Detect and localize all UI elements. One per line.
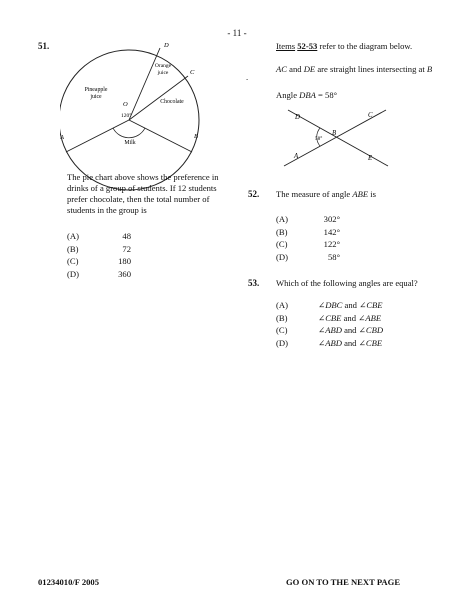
- q53-option-d[interactable]: [276, 337, 383, 350]
- q51-option-c[interactable]: [67, 255, 131, 268]
- angle-given: [276, 90, 337, 101]
- orange-juice-label-1: Orange: [154, 63, 172, 69]
- q51-option-a[interactable]: [67, 230, 131, 243]
- option-letter: (D): [276, 337, 288, 348]
- radius-oa: [66, 120, 129, 152]
- angle-58-label: 58°: [315, 136, 323, 142]
- q52-stem-suffix: is: [370, 189, 377, 199]
- footer-code: 01234010/F 2005: [38, 577, 100, 587]
- q52-option-a[interactable]: [276, 213, 340, 226]
- option-value: 360: [118, 268, 131, 279]
- option-value: 180: [118, 256, 131, 266]
- point-c-label: C: [190, 69, 195, 76]
- point-a: A: [294, 153, 299, 160]
- angle-arc-120: [113, 128, 145, 138]
- option-and: and: [343, 312, 357, 323]
- option-letter: (C): [276, 325, 288, 335]
- q51-option-b[interactable]: [67, 243, 131, 256]
- option-letter: (B): [276, 226, 288, 237]
- option-letter: (C): [67, 256, 79, 266]
- point-b-label: B: [194, 133, 198, 140]
- option-letter: (B): [276, 312, 288, 323]
- question-52-number: 52.: [248, 189, 260, 199]
- line-de-segment: [288, 110, 388, 166]
- q51-stem-line-2: drinks of a group of students. If 12 students: [67, 183, 217, 193]
- radius-oc: [129, 76, 188, 120]
- option-letter: (D): [67, 268, 79, 279]
- option-letter: (D): [276, 251, 288, 262]
- question-52-stem: [276, 189, 376, 200]
- point-b-ref: B: [426, 64, 433, 74]
- q51-stem-line-4: students in the group is: [67, 205, 147, 215]
- footer-next-page: GO ON TO THE NEXT PAGE: [286, 577, 401, 587]
- option-value: 122°: [323, 239, 340, 249]
- question-53-options: [276, 299, 383, 349]
- option-angle-1: ∠ABD: [318, 325, 342, 335]
- milk-label: Milk: [124, 140, 136, 146]
- q53-option-a[interactable]: [276, 299, 383, 312]
- q52-option-c[interactable]: [276, 238, 340, 251]
- and-word: and: [289, 64, 302, 74]
- option-letter: (C): [276, 239, 288, 249]
- intersecting-lines-diagram: [282, 106, 392, 170]
- angle-expr: DBA: [299, 90, 316, 100]
- point-d: D: [295, 114, 300, 121]
- q51-stem-line-1: The pie chart above shows the preference in: [67, 172, 219, 182]
- line-ac: AC: [276, 64, 287, 74]
- option-value: 302°: [323, 214, 340, 224]
- chocolate-label: Chocolate: [160, 99, 184, 105]
- option-letter: (A): [276, 214, 288, 224]
- stray-dot: .: [246, 72, 249, 82]
- option-value: 142°: [323, 226, 340, 237]
- option-angle-2: ∠CBE: [359, 300, 383, 310]
- q53-option-c[interactable]: [276, 324, 383, 337]
- option-value: 48: [122, 231, 131, 241]
- items-word: Items: [276, 41, 296, 51]
- items-suffix: refer to the diagram below.: [319, 41, 413, 51]
- question-51-number: 51.: [38, 41, 50, 51]
- option-angle-1: ∠CBE: [318, 312, 342, 323]
- option-angle-2: ∠CBE: [358, 337, 383, 348]
- pineapple-juice-label-2: juice: [90, 94, 102, 100]
- radius-od: [129, 48, 160, 120]
- items-reference: [276, 41, 412, 52]
- line-de: DE: [303, 64, 316, 74]
- option-value: 72: [122, 243, 131, 254]
- point-c: C: [368, 112, 373, 119]
- point-d-label: D: [164, 42, 169, 49]
- option-value: 58°: [327, 251, 340, 262]
- page-number: - 11 -: [227, 28, 247, 38]
- point-o-label: O: [123, 101, 128, 108]
- point-b: B: [332, 130, 337, 137]
- option-and: and: [344, 325, 357, 335]
- pineapple-juice-label-1: Pineapple: [84, 87, 108, 93]
- angle-value: = 58°: [318, 90, 338, 100]
- option-letter: (A): [276, 300, 288, 310]
- lines-rest: are straight lines intersecting at: [317, 64, 425, 74]
- question-53-number: 53.: [248, 278, 260, 288]
- option-and: and: [344, 300, 357, 310]
- point-a-label: A: [60, 134, 64, 141]
- option-letter: (B): [67, 243, 79, 254]
- option-angle-1: ∠DBC: [318, 300, 343, 310]
- option-letter: (A): [67, 231, 79, 241]
- option-angle-1: ∠ABD: [318, 337, 342, 348]
- q51-stem-line-3: prefer chocolate, then the total number of: [67, 194, 210, 204]
- q52-stem-prefix: The measure of angle: [276, 189, 351, 199]
- q52-option-b[interactable]: [276, 226, 340, 239]
- items-range: 52-53: [297, 41, 318, 51]
- q53-option-b[interactable]: [276, 312, 383, 325]
- q51-option-d[interactable]: [67, 268, 131, 281]
- question-51-options: [67, 230, 131, 280]
- option-angle-2: ∠ABE: [358, 312, 382, 323]
- center-angle-label: 120°: [121, 113, 132, 119]
- question-51-stem: [67, 172, 237, 216]
- q52-option-d[interactable]: [276, 251, 340, 264]
- lines-statement: [276, 64, 432, 75]
- angle-prefix: Angle: [276, 90, 298, 100]
- question-53-stem: Which of the following angles are equal?: [276, 278, 418, 288]
- question-52-options: [276, 213, 340, 263]
- radius-ob: [129, 120, 192, 152]
- option-and: and: [344, 337, 357, 348]
- point-e: E: [368, 155, 373, 162]
- option-angle-2: ∠CBD: [358, 325, 384, 335]
- orange-juice-label-2: juice: [157, 70, 169, 76]
- q52-stem-angle: ABE: [352, 189, 369, 199]
